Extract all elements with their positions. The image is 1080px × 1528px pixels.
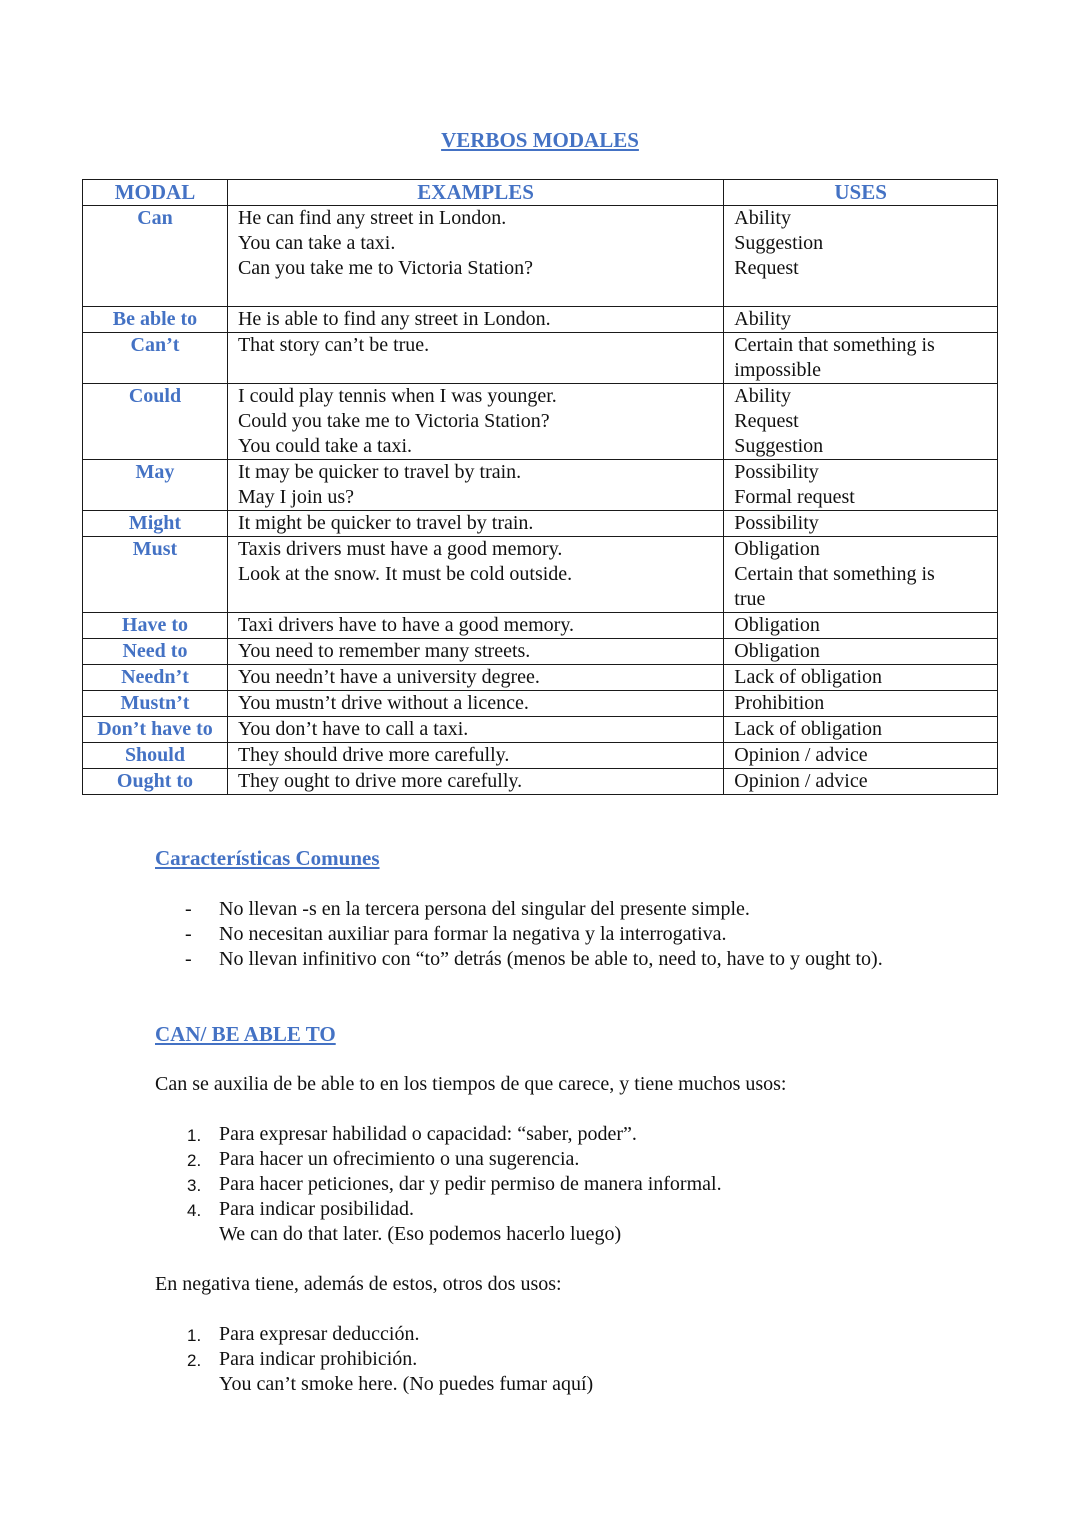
can-example-text: We can do that later. (Eso podemos hacerlo luego) [219,1223,622,1245]
dash-bullet: - [185,923,192,945]
header-examples: EXAMPLES [227,180,723,206]
examples-cell [227,665,723,691]
common-characteristics-section [155,846,945,972]
list-item-text: Para expresar deducción. [219,1323,420,1345]
list-item [155,1322,945,1347]
example-line: He can find any street in London. [237,207,507,229]
uses-cell [724,691,998,717]
uses-cell [724,769,998,795]
example-line: It may be quicker to travel by train. [237,461,522,483]
dash-bullet: - [185,948,192,970]
uses-cell [724,613,998,639]
use-line: Ability [734,308,791,330]
list-number: 2. [187,1351,202,1370]
can-uses-list [155,1122,945,1222]
list-item [155,1197,945,1222]
uses-cell [724,511,998,537]
use-line: Suggestion [734,435,824,457]
table-row [83,206,998,307]
use-line: Ability [734,207,791,229]
list-number: 2. [187,1151,202,1170]
example-line: Taxis drivers must have a good memory. [237,538,563,560]
uses-cell [724,333,998,384]
modals-table [82,179,998,795]
examples-cell [227,743,723,769]
modal-cell: Can [83,206,228,307]
modal-cell: Mustn’t [83,691,228,717]
can-be-able-to-section [155,1022,945,1397]
list-item [155,947,945,972]
use-line: Request [734,410,799,432]
common-characteristics-heading: Características Comunes [155,846,380,870]
example-line: I could play tennis when I was younger. [237,385,557,407]
use-line: Obligation [734,614,820,636]
list-item-text: No necesitan auxiliar para formar la negativa y la interrogativa. [219,923,727,945]
use-line: impossible [734,359,821,381]
use-line: Obligation [734,640,820,662]
use-line: Request [734,257,799,279]
can-be-able-to-heading: CAN/ BE ABLE TO [155,1022,336,1046]
list-item [155,1347,945,1372]
table-row [83,743,998,769]
uses-cell [724,307,998,333]
list-item [155,1122,945,1147]
examples-cell [227,384,723,460]
example-line: They ought to drive more carefully. [237,770,523,792]
examples-cell [227,460,723,511]
use-line: Possibility [734,461,819,483]
use-line: Certain that something is [734,334,935,356]
examples-cell [227,769,723,795]
example-line: Can you take me to Victoria Station? [237,257,533,279]
examples-cell [227,717,723,743]
example-line: That story can’t be true. [237,334,430,356]
modal-cell: Have to [83,613,228,639]
list-item-text: Para hacer un ofrecimiento o una sugerencia. [219,1148,580,1170]
characteristics-list [155,897,945,972]
table-row [83,639,998,665]
example-line: Taxi drivers have to have a good memory. [237,614,575,636]
list-item-text: No llevan infinitivo con “to” detrás (menos be able to, need to, have to y ought to). [219,948,883,970]
table-header-row [83,180,998,206]
table-row [83,333,998,384]
table-row [83,384,998,460]
uses-cell [724,384,998,460]
use-line: Ability [734,385,791,407]
table-row [83,460,998,511]
list-item-text: Para expresar habilidad o capacidad: “saber, poder”. [219,1123,637,1145]
header-modal: MODAL [83,180,228,206]
example-line: You needn’t have a university degree. [237,666,540,688]
table-row [83,307,998,333]
table-row [83,613,998,639]
modal-cell: Needn’t [83,665,228,691]
modal-cell: Must [83,537,228,613]
examples-cell [227,613,723,639]
use-line: Lack of obligation [734,718,883,740]
use-line: Prohibition [734,692,825,714]
list-item [155,897,945,922]
example-line: Could you take me to Victoria Station? [237,410,550,432]
example-line: May I join us? [237,486,355,508]
example-line: It might be quicker to travel by train. [237,512,534,534]
use-line: Obligation [734,538,820,560]
table-row [83,511,998,537]
list-number: 1. [187,1326,202,1345]
example-line: He is able to find any street in London. [237,308,551,330]
modal-cell: Be able to [83,307,228,333]
list-item [155,1172,945,1197]
list-item-text: Para indicar prohibición. [219,1348,418,1370]
example-line: You mustn’t drive without a licence. [237,692,529,714]
use-line: Opinion / advice [734,770,868,792]
header-uses: USES [724,180,998,206]
uses-cell [724,717,998,743]
use-line: Certain that something is [734,563,935,585]
examples-cell [227,206,723,307]
example-line: Look at the snow. It must be cold outside. [237,563,573,585]
modal-cell: Might [83,511,228,537]
list-number: 3. [187,1176,202,1195]
uses-cell [724,537,998,613]
example-line: You can take a taxi. [237,232,396,254]
can-intro-text: Can se auxilia de be able to en los tiempos de que carece, y tiene muchos usos: [155,1073,787,1095]
negative-uses-list [155,1322,945,1372]
table-row [83,717,998,743]
list-item-text: No llevan -s en la tercera persona del singular del presente simple. [219,898,750,920]
list-item [155,922,945,947]
use-line: Suggestion [734,232,824,254]
examples-cell [227,511,723,537]
examples-cell [227,307,723,333]
use-line: Formal request [734,486,855,508]
list-number: 4. [187,1201,202,1220]
table-row [83,769,998,795]
list-item-text: Para hacer peticiones, dar y pedir permiso de manera informal. [219,1173,722,1195]
modal-cell: May [83,460,228,511]
table-row [83,691,998,717]
use-line: true [734,588,766,610]
table-row [83,537,998,613]
modal-cell: Could [83,384,228,460]
negative-example-text: You can’t smoke here. (No puedes fumar aquí) [219,1373,594,1395]
use-line: Opinion / advice [734,744,868,766]
uses-cell [724,206,998,307]
uses-cell [724,665,998,691]
modal-cell: Should [83,743,228,769]
examples-cell [227,537,723,613]
modal-cell: Can’t [83,333,228,384]
uses-cell [724,743,998,769]
list-item-text: Para indicar posibilidad. [219,1198,414,1220]
uses-cell [724,460,998,511]
example-line: You could take a taxi. [237,435,413,457]
modal-cell: Need to [83,639,228,665]
uses-cell [724,639,998,665]
list-number: 1. [187,1126,202,1145]
modal-cell: Don’t have to [83,717,228,743]
examples-cell [227,639,723,665]
modal-cell: Ought to [83,769,228,795]
use-line: Possibility [734,512,819,534]
examples-cell [227,691,723,717]
list-item [155,1147,945,1172]
use-line: Lack of obligation [734,666,883,688]
dash-bullet: - [185,898,192,920]
table-row [83,665,998,691]
example-line: You need to remember many streets. [237,640,531,662]
examples-cell [227,333,723,384]
page-title: VERBOS MODALES [441,128,639,152]
example-line: They should drive more carefully. [237,744,510,766]
example-line: You don’t have to call a taxi. [237,718,469,740]
negative-intro-text: En negativa tiene, además de estos, otros dos usos: [155,1273,562,1295]
